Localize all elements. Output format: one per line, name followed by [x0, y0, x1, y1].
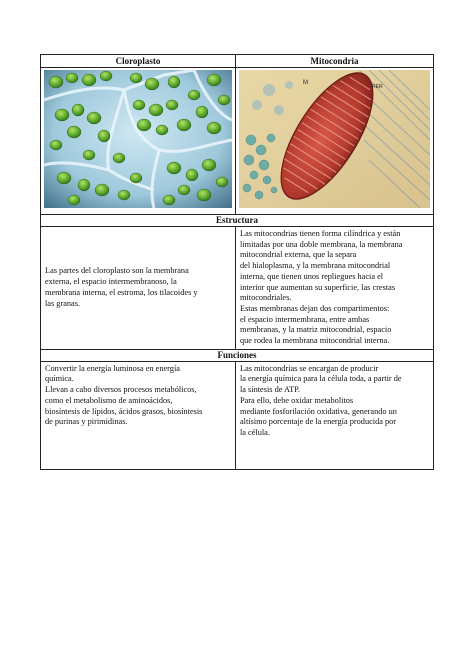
text-line: membranas, y la matriz mitocondrial, espacio: [240, 325, 392, 335]
mitochondrion-image-cell: [236, 68, 434, 215]
estructura-row: [41, 227, 434, 350]
section-row-funciones: [41, 349, 434, 361]
header-row: [41, 55, 434, 68]
image-row: [41, 68, 434, 215]
funciones-cloroplasto: [41, 361, 236, 469]
text-line: Las mitocondrias tienen forma cilíndrica y están: [240, 229, 401, 238]
chloroplast-image-cell: [41, 68, 236, 215]
text-line: la célula.: [240, 427, 270, 437]
text-line: limitadas por una doble membrana, la membrana: [240, 239, 403, 249]
text-line: Estas membranas dejan dos compartimentos:: [240, 303, 390, 313]
text-line: las granas.: [45, 298, 81, 308]
chloroplast-micrograph-icon: [44, 70, 232, 208]
text-line: mitocondrial externa, que la separa: [240, 250, 357, 260]
text-line: como el metabolismo de aminoácidos,: [45, 395, 173, 405]
text-line: de purinas y pirimidinas.: [45, 417, 128, 427]
section-title-estructura: Estructura: [41, 215, 434, 227]
text-line: interna, que tienen unos repliegues hacia el: [240, 271, 384, 281]
text-line: interior que aumentan su superficie, las crestas: [240, 282, 396, 292]
text-line: Convertir la energía luminosa en energía: [45, 363, 180, 373]
text-line: mediante fosforilación oxidativa, generando un: [240, 406, 397, 416]
text-line: química.: [45, 374, 74, 384]
text-line: Para ello, debe oxidar metabolitos: [240, 395, 354, 405]
text-line: la energía química para la célula toda, a partir de: [240, 374, 402, 384]
text-line: altísimo porcentaje de la energía producida por: [240, 417, 397, 427]
section-row-estructura: [41, 215, 434, 227]
header-cloroplasto: Cloroplasto: [41, 55, 236, 68]
funciones-row: [41, 361, 434, 469]
mitochondrion-label-m: M: [303, 80, 308, 86]
text-line: del hialoplasma, y la membrana mitocondrial: [240, 261, 391, 271]
text-line: Las partes del cloroplasto son la membrana: [45, 266, 189, 276]
estructura-cloroplasto: [41, 227, 236, 350]
estructura-mitocondria: [236, 227, 434, 350]
mitochondrion-label-rer: RER: [372, 84, 383, 90]
text-line: membrana interna, el estroma, los tilacoides y: [45, 287, 198, 297]
funciones-mitocondria: [236, 361, 434, 469]
header-mitocondria: Mitocondria: [236, 55, 434, 68]
text-line: la síntesis de ATP.: [240, 385, 300, 395]
section-title-funciones: Funciones: [41, 349, 434, 361]
mitochondrion-micrograph-icon: [239, 70, 430, 208]
text-line: Las mitocondrias se encargan de producir: [240, 363, 379, 373]
text-line: biosíntesis de lípidos, ácidos grasos, biosíntesis: [45, 406, 203, 416]
text-line: Llevan a cabo diversos procesos metabólicos,: [45, 385, 197, 395]
text-line: que rodea la membrana mitocondrial interna.: [240, 336, 390, 346]
text-line: externa, el espacio intermembranoso, la: [45, 277, 177, 287]
comparison-table: [40, 54, 434, 470]
text-line: el espacio intermembrana, entre ambas: [240, 314, 370, 324]
text-line: mitocondriales.: [240, 293, 292, 303]
